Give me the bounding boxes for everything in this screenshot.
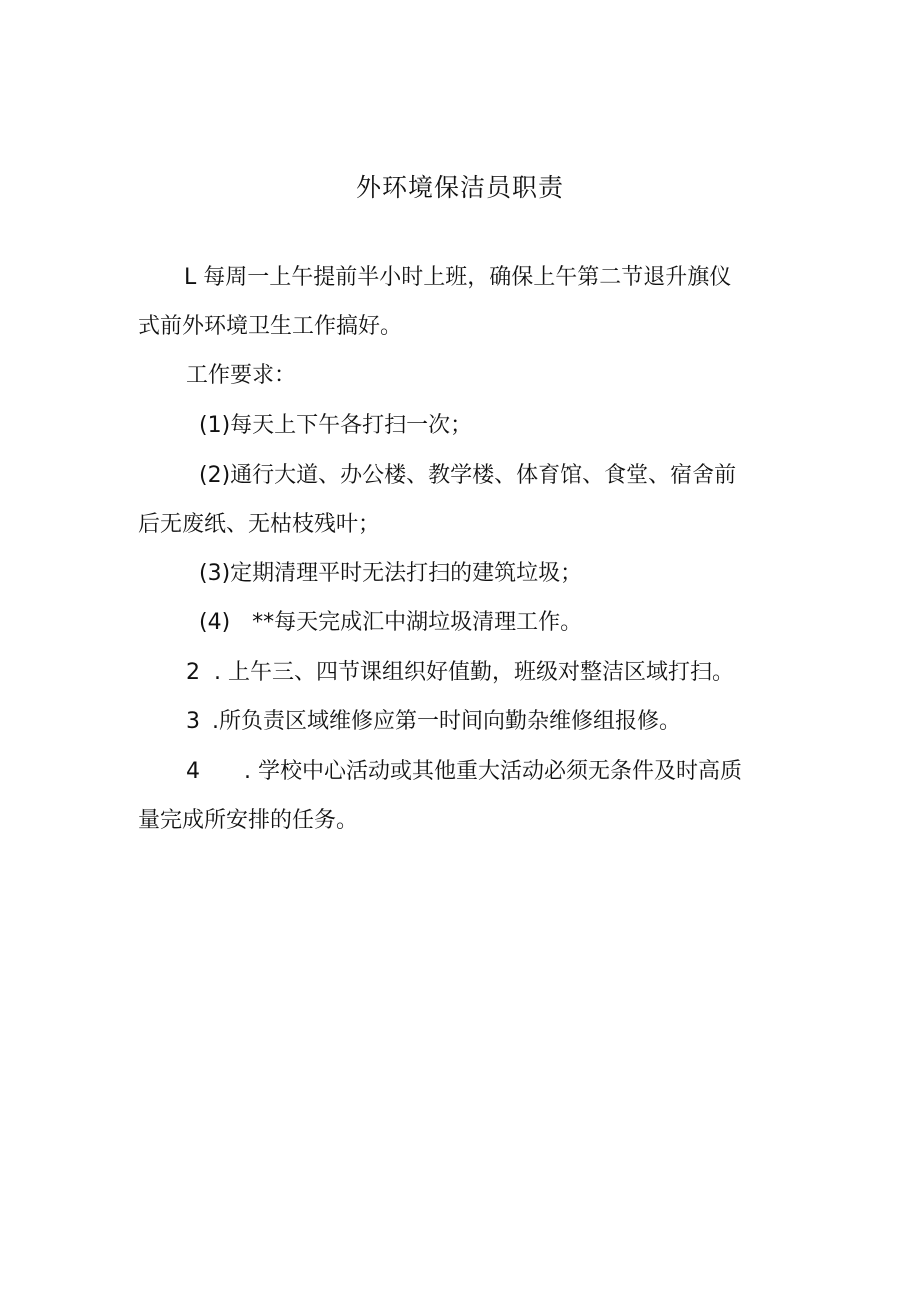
paragraph-1-line-2: 式前外环境卫生工作搞好。 <box>138 314 403 339</box>
item-2-number: 2 <box>186 660 200 685</box>
item-4-number: 4 <box>186 759 200 784</box>
requirement-1: (1)每天上下午各打扫一次； <box>199 413 473 438</box>
item-2-text: . 上午三、四节课组织好值勤，班级对整洁区域打扫。 <box>214 660 734 685</box>
requirement-4-number: (4) <box>199 610 231 635</box>
paragraph-1-line-1: L 每周一上午提前半小时上班，确保上午第二节退升旗仪 <box>184 265 732 290</box>
item-4-line-1 <box>186 756 742 788</box>
requirement-4-text: **每天完成汇中湖垃圾清理工作。 <box>252 610 583 635</box>
requirement-3: (3)定期清理平时无法打扫的建筑垃圾； <box>199 561 583 586</box>
item-2 <box>186 657 734 689</box>
requirement-4 <box>199 607 582 639</box>
requirement-2-line-2: 后无废纸、无枯枝残叶； <box>138 512 381 537</box>
item-4-line-2: 量完成所安排的任务。 <box>138 808 359 833</box>
item-3 <box>186 706 681 738</box>
item-3-text: .所负责区域维修应第一时间向勤杂维修组报修。 <box>212 709 681 734</box>
document-title: 外环境保洁员职责 <box>355 173 564 202</box>
requirement-2-line-1: (2)通行大道、办公楼、教学楼、体育馆、食堂、宿舍前 <box>199 463 737 488</box>
work-requirements-heading: 工作要求： <box>186 363 297 388</box>
item-4-text: . 学校中心活动或其他重大活动必须无条件及时高质 <box>244 759 742 784</box>
item-3-number: 3 <box>186 709 200 734</box>
